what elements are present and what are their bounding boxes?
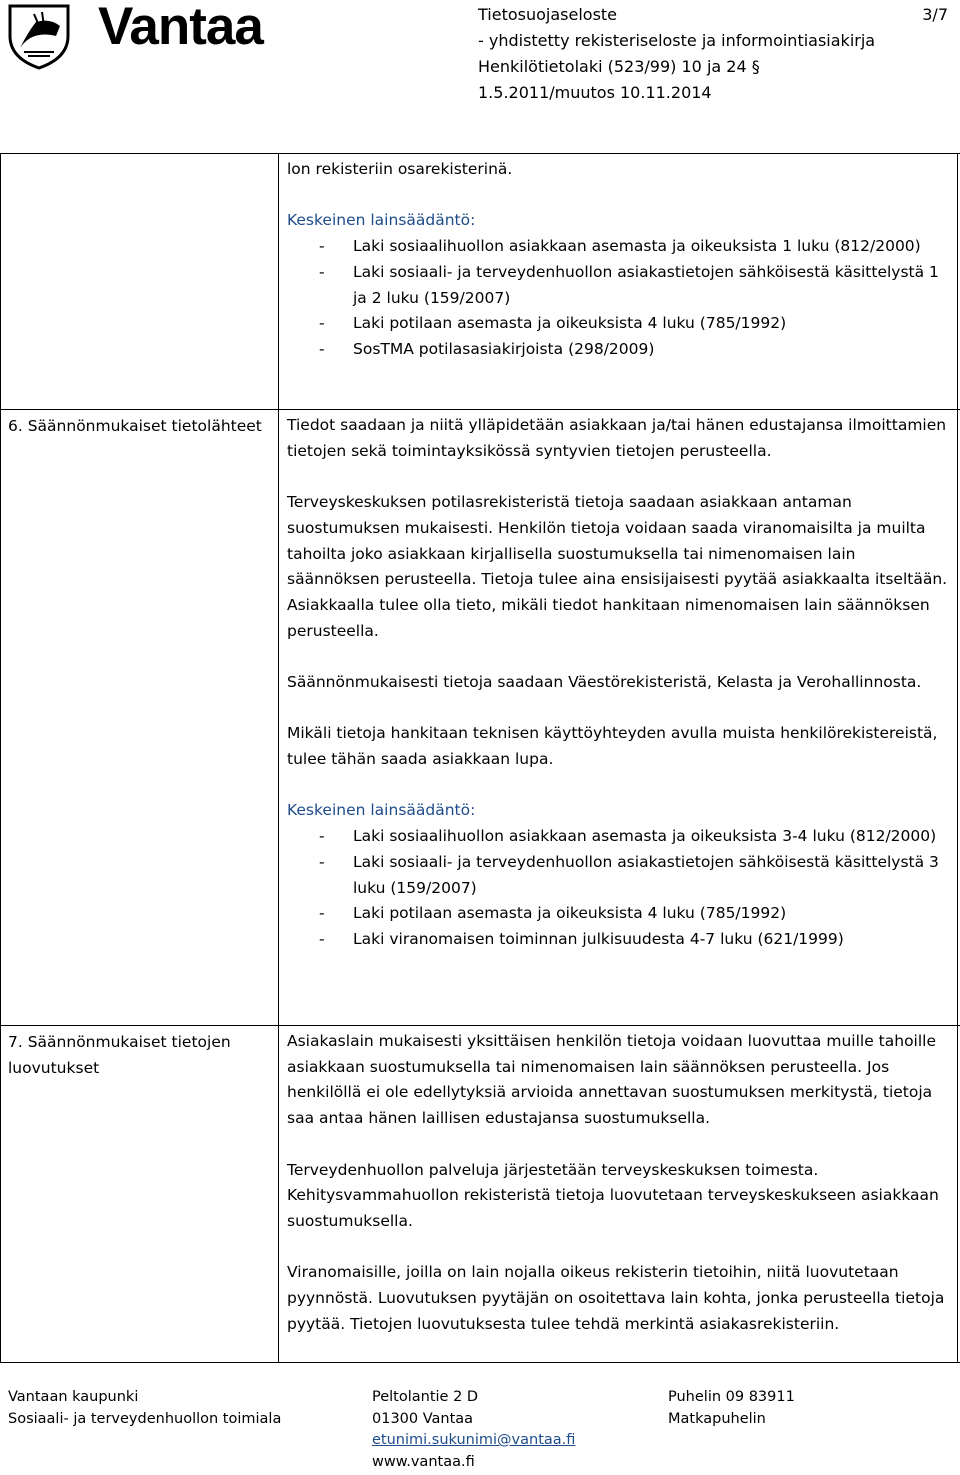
table-border-bottom [0, 1362, 960, 1363]
list-item: - Laki sosiaali- ja terveydenhuollon asiakastietojen sähköisestä käsittelystä 1 ja 2 luku (159/2007) [319, 262, 939, 307]
paragraph: Mikäli tietoja hankitaan teknisen käyttöyhteyden avulla muista henkilörekistereistä, tulee tähän saada asiakkaan lupa. [287, 724, 938, 769]
legal-reference [478, 54, 948, 80]
footer-contact [668, 1387, 795, 1430]
legislation-heading: Keskeinen lainsäädäntö: [287, 801, 476, 820]
paragraph: Viranomaisille, joilla on lain nojalla oikeus rekisterin tietoihin, niitä luovutetaan pyynnöstä. Luovutuksen pyytäjän on osoitettava lain kohta, jonka perusteella tietoja pyytää. Tietojen luovutuksesta tulee tehdä merkintä asiakasrekisteriin. [287, 1263, 945, 1333]
list-item: - Laki sosiaalihuollon asiakkaan asemasta ja oikeuksista 1 luku (812/2000) [319, 237, 921, 256]
table-border-right [957, 153, 958, 1363]
table-border-left [0, 153, 1, 1363]
logo-wordmark: Vantaa [98, 0, 263, 56]
legal-reference-text: Henkilötietolaki (523/99) 10 ja 24 § [478, 57, 760, 76]
section-6-label: 6. Säännönmukaiset tietolähteet [8, 417, 262, 435]
paragraph: Säännönmukaisesti tietoja saadaan Väestörekisteristä, Kelasta ja Verohallinnosta. [287, 673, 922, 691]
document-date: 1.5.2011/muutos 10.11.2014 [478, 83, 712, 102]
document-header [478, 2, 948, 106]
table-border-middle [278, 153, 279, 1363]
intro-line: lon rekisteriin osarekisterinä. [287, 160, 513, 178]
document-subtitle: - yhdistetty rekisteriseloste ja informointiasiakirja [478, 31, 876, 50]
footer-phone: Puhelin 09 83911 [668, 1389, 795, 1405]
page-number: 3/7 [922, 5, 948, 24]
table-border-top [0, 153, 960, 154]
footer-organization [8, 1387, 281, 1430]
list-item: - Laki viranomaisen toiminnan julkisuudesta 4-7 luku (621/1999) [319, 930, 844, 948]
footer-mobile: Matkapuhelin [668, 1410, 766, 1427]
footer-city: Vantaan kaupunki [8, 1389, 139, 1405]
vantaa-logo [6, 2, 296, 70]
list-item: - Laki sosiaalihuollon asiakkaan asemasta ja oikeuksista 3-4 luku (812/2000) [319, 827, 937, 846]
table-border-row7 [0, 1025, 960, 1026]
paragraph: Asiakaslain mukaisesti yksittäisen henkilön tietoja voidaan luovuttaa muille tahoille asiakkaan suostumuksella tai nimenomaisen lain säännöksen perusteella. Jos henkilöllä ei ole edellytyksiä arvioida annettavan suostumuksen merkitystä, tietoja saa antaa hänen laillisen edustajansa suostumuksella. [287, 1032, 937, 1128]
footer-department: Sosiaali- ja terveydenhuollon toimiala [8, 1410, 282, 1427]
footer-address [372, 1387, 575, 1473]
table-border-row6 [0, 409, 960, 410]
section-7-label: 7. Säännönmukaiset tietojen luovutukset [8, 1033, 231, 1077]
section-7-body [287, 1029, 952, 1337]
intro-cell [287, 157, 952, 363]
paragraph: Terveyskeskuksen potilasrekisteristä tietoja saadaan asiakkaan antaman suostumuksen mukaisesti. Henkilön tietoja voidaan saada viranomaisilta ja muilta tahoilta joko asiakkaan kirjallisella suostumuksella tai nimenomaisen lain säännöksen perusteella. Tietoja tulee aina ensisijaisesti pyytää asiakkaalta itseltään. Asiakkaalla tulee olla tieto, mikäli tiedot hankitaan nimenomaisen lain säännöksen perusteella. [287, 493, 948, 640]
section-6-body [287, 413, 952, 953]
list-item: - Laki sosiaali- ja terveydenhuollon asiakastietojen sähköisestä käsittelystä 3 luku (159/2007) [319, 852, 939, 897]
legislation-heading: Keskeinen lainsäädäntö: [287, 211, 476, 230]
document-title: Tietosuojaseloste [478, 5, 618, 24]
footer-website[interactable]: www.vantaa.fi [372, 1453, 475, 1470]
list-item: - Laki potilaan asemasta ja oikeuksista 4 luku (785/1992) [319, 314, 787, 333]
paragraph: Tiedot saadaan ja niitä ylläpidetään asiakkaan ja/tai hänen edustajansa ilmoittamien tietojen sekä toimintayksikössä syntyvien tietojen perusteella. [287, 416, 947, 460]
paragraph: Terveydenhuollon palveluja järjestetään terveyskeskuksen toimesta. Kehitysvammahuollon rekisteristä tietoja luovutetaan terveyskeskukseen asiakkaan suostumuksella. [287, 1160, 939, 1230]
footer-postcode: 01300 Vantaa [372, 1410, 474, 1427]
footer-street: Peltolantie 2 D [372, 1389, 479, 1405]
coat-of-arms-icon [6, 2, 86, 70]
list-item: - SosTMA potilasasiakirjoista (298/2009) [319, 339, 655, 358]
footer-email-link[interactable]: etunimi.sukunimi@vantaa.fi [372, 1432, 576, 1448]
list-item: - Laki potilaan asemasta ja oikeuksista 4 luku (785/1992) [319, 904, 787, 923]
